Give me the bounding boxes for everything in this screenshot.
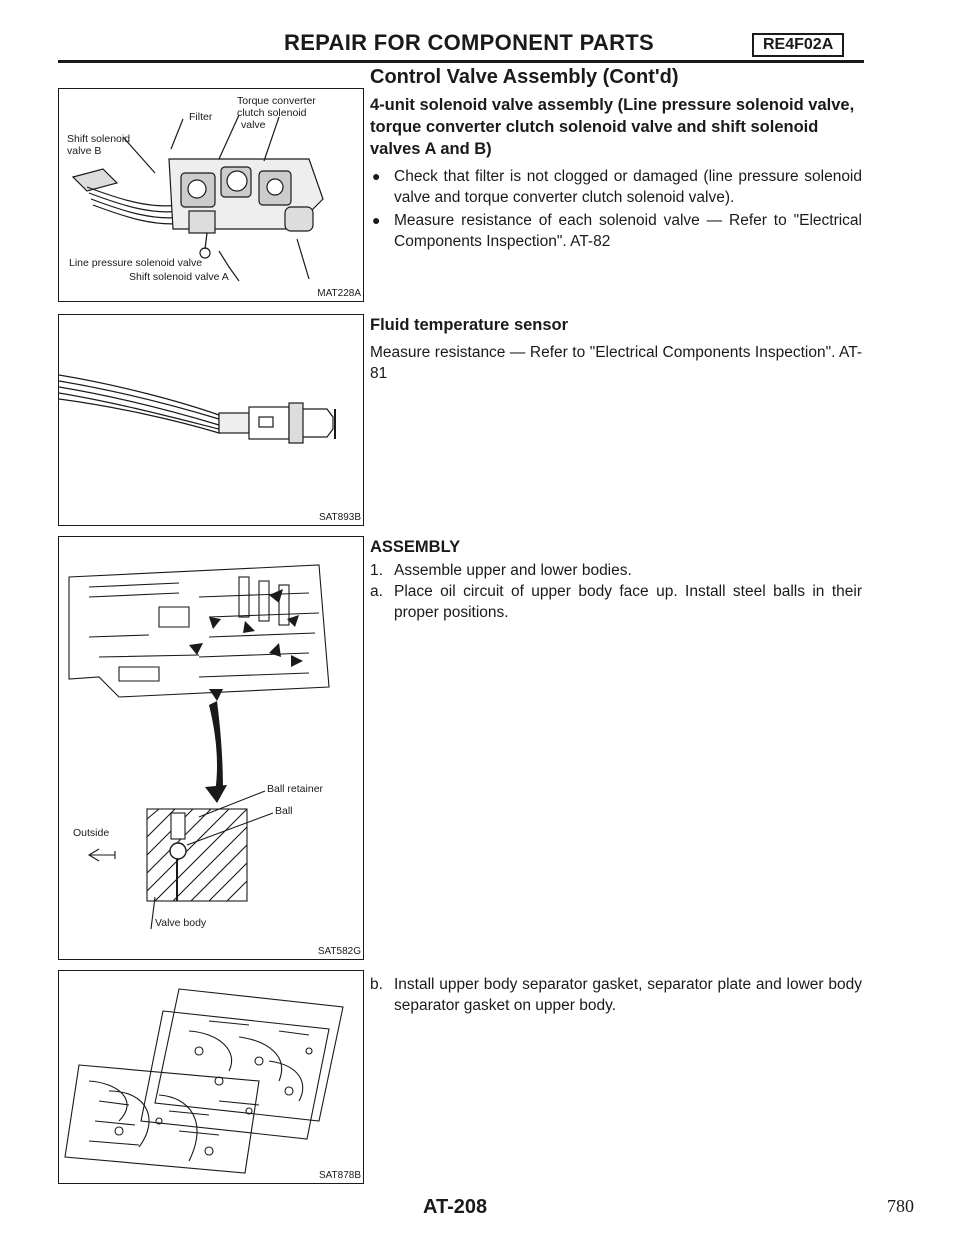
label-line-pressure-solenoid: Line pressure solenoid valve <box>69 257 203 269</box>
label-valve-body: Valve body <box>155 917 207 929</box>
assembly-step-b <box>370 972 862 1016</box>
label-shift-solenoid-b-line2: valve B <box>67 145 102 157</box>
fluid-temp-sensor-illustration <box>59 315 363 525</box>
fluid-text: Measure resistance — Refer to "Electrical Components Inspection". AT-81 <box>370 344 862 382</box>
label-ball: Ball <box>275 805 293 817</box>
model-code-badge: RE4F02A <box>752 33 844 57</box>
solenoid-bullets <box>370 166 862 252</box>
solenoid-heading: 4-unit solenoid valve assembly (Line pressure solenoid valve, torque converter clutch solenoid valve and shift solenoid valves A and B) <box>370 96 855 158</box>
header-rule <box>58 60 864 63</box>
page-header-title: REPAIR FOR COMPONENT PARTS <box>284 30 654 55</box>
figure-fluid-temp-sensor <box>58 314 364 526</box>
label-shift-solenoid-a: Shift solenoid valve A <box>129 271 229 283</box>
section-title: Control Valve Assembly (Cont'd) <box>370 66 679 88</box>
label-ball-retainer: Ball retainer <box>267 783 324 795</box>
solenoid-section <box>370 94 862 254</box>
list-item: a. Place oil circuit of upper body face up. Install steel balls in their proper positions. <box>370 583 862 621</box>
label-filter: Filter <box>189 111 213 123</box>
label-shift-solenoid-b-line1: Shift solenoid <box>67 133 131 145</box>
figure-steel-ball-positions <box>58 536 364 960</box>
list-item: 1. Assemble upper and lower bodies. <box>370 562 632 579</box>
assembly-section <box>370 536 862 623</box>
list-item: ● Check that filter is not clogged or damaged (line pressure solenoid valve and torque converter clutch solenoid valve). <box>372 168 862 206</box>
steel-ball-illustration <box>59 537 363 959</box>
page-number: 780 <box>887 1196 914 1216</box>
bullet-dot: ● <box>372 168 381 184</box>
figure-code: SAT893B <box>318 512 361 523</box>
figure-code: MAT228A <box>317 288 361 299</box>
separator-gasket-illustration <box>59 971 363 1183</box>
list-item: ● Measure resistance of each solenoid valve — Refer to "Electrical Components Inspection". AT-82 <box>372 212 862 250</box>
bullet-dot: ● <box>372 212 381 228</box>
list-item: b. Install upper body separator gasket, separator plate and lower body separator gasket on upper body. <box>370 976 862 1014</box>
assembly-heading: ASSEMBLY <box>370 538 461 556</box>
label-valve: valve <box>241 119 266 131</box>
figure-solenoid-assembly <box>58 88 364 302</box>
fluid-heading: Fluid temperature sensor <box>370 316 569 334</box>
figure-code: SAT878B <box>318 1170 361 1181</box>
page-code: AT-208 <box>423 1196 488 1218</box>
assembly-steps <box>370 560 862 623</box>
label-torque-converter: Torque converter <box>237 95 316 107</box>
label-outside: Outside <box>73 827 110 839</box>
figure-code: SAT582G <box>317 946 361 957</box>
label-clutch-solenoid: clutch solenoid <box>237 107 307 119</box>
figure-separator-gasket <box>58 970 364 1184</box>
fluid-section <box>370 314 862 384</box>
